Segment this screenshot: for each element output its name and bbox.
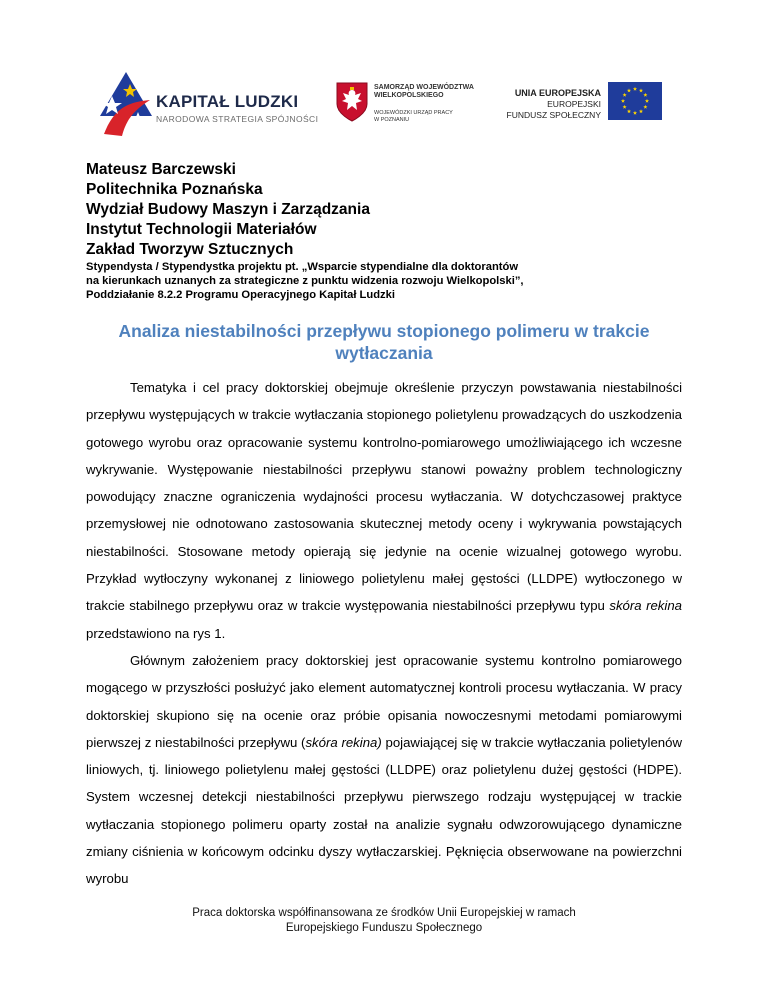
author-name: Mateusz Barczewski <box>86 161 236 178</box>
author-block <box>86 160 686 302</box>
eu-logo <box>496 82 666 138</box>
document-title: Analiza niestabilności przepływu stopionego polimeru w trakcie wytłaczania <box>118 321 650 363</box>
wielkopolska-name: SAMORZĄD WOJEWÓDZTWA WIELKOPOLSKIEGO <box>374 84 474 99</box>
wielkopolska-logo <box>336 82 476 138</box>
university: Politechnika Poznańska <box>86 181 263 198</box>
project-line-3: Poddziałanie 8.2.2 Programu Operacyjnego Kapitał Ludzki <box>86 289 395 301</box>
paragraph-1: Tematyka i cel pracy doktorskiej obejmuje określenie przyczyn powstawania niestabilności przepływu występujących w trakcie wytłaczania stopionego polietylenu prowadzących do uszkodzenia gotowego wyrobu oraz opracowanie systemu kontrolno-pomiarowego umożliwiającego ich wczesne wykrywanie. Występowanie niestabilności przepływu stanowi poważny problem technologiczny powodujący znaczne ograniczenia wydajności procesu wytłaczania. W dotychczasowej praktyce przemysłowej nie odnotowano zastosowania skutecznej metody oceny i wykrywania powstających niestabilności. Stosowane metody opierają się jedynie na ocenie wizualnej gotowego wyrobu. Przykład wytłoczyny wykonanej z liniowego polietylenu małej gęstości (LLDPE) wytłoczonego w trakcie stabilnego przepływu oraz w trakcie występowania niestabilności przepływu typu skóra rekina przedstawiono na rys 1. <box>86 380 682 641</box>
project-line-1: Stypendysta / Stypendystka projektu pt. „Wsparcie stypendialne dla doktorantów <box>86 261 519 273</box>
faculty: Wydział Budowy Maszyn i Zarządzania <box>86 201 370 218</box>
body-text <box>86 374 682 893</box>
department: Zakład Tworzyw Sztucznych <box>86 241 294 258</box>
logo-bar <box>0 72 768 142</box>
eu-flag-icon <box>608 82 662 120</box>
kapital-ludzki-subtitle: NARODOWA STRATEGIA SPÓJNOŚCI <box>156 114 319 124</box>
eagle-shield-icon <box>336 82 368 122</box>
kapital-ludzki-logo <box>100 72 320 140</box>
kapital-ludzki-mark-icon <box>100 72 152 138</box>
paragraph-2: Głównym założeniem pracy doktorskiej jest opracowanie systemu kontrolno pomiarowego mogącego w przyszłości posłużyć jako element automatycznej kontroli procesu wytłaczania. W pracy doktorskiej skupiono się na ocenie oraz próbie opisania nowoczesnymi metodami pomiarowymi pierwszej z niestabilności przepływu (skóra rekina) pojawiającej się w trakcie wytłaczania polietylenów liniowych, tj. liniowego polietylenu małej gęstości (LLDPE) oraz polietylenu dużej gęstości (HDPE). System wczesnej detekcji niestabilności przepływu pierwszego rodzaju występującej w trackie wytłaczania stopionego polimeru oparty został na analizie sygnału odwzorowującego dynamiczne zmiany ciśnienia w końcowym odcinku dyszy wytłaczarskiej. Pęknięcia obserwowane na powierzchni wyrobu <box>86 652 682 887</box>
institute: Instytut Technologii Materiałów <box>86 221 317 238</box>
kapital-ludzki-title: KAPITAŁ LUDZKI <box>156 92 299 111</box>
project-line-2: na kierunkach uznanych za strategiczne z punktu widzenia rozwoju Wielkopolski”, <box>86 275 524 287</box>
eu-logo-text: UNIA EUROPEJSKA EUROPEJSKI FUNDUSZ SPOŁECZNY <box>506 88 601 120</box>
footer-note: Praca doktorska współfinansowana ze środków Unii Europejskiej w ramach Europejskiego Funduszu Społecznego <box>192 907 576 934</box>
wup-name: WOJEWÓDZKI URZĄD PRACY W POZNANIU <box>374 110 453 123</box>
